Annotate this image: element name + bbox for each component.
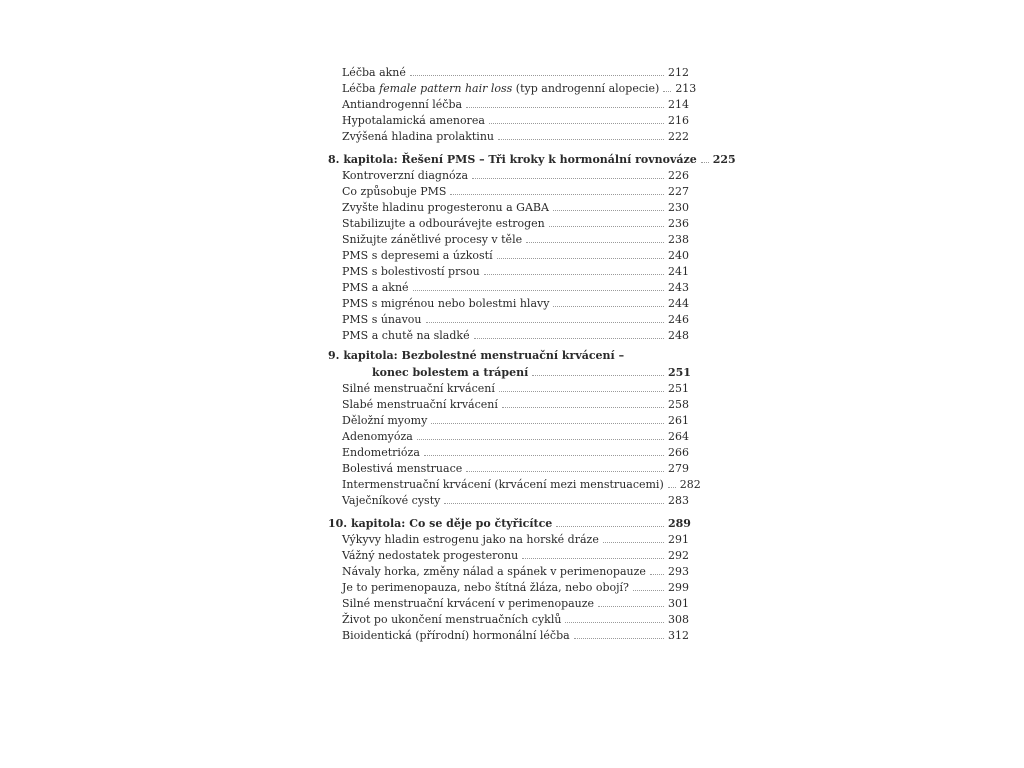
toc-entry — [328, 594, 689, 610]
toc-chapter-8 — [328, 150, 736, 342]
toc-entry-page: 258 — [668, 398, 689, 411]
leader-dots — [450, 194, 664, 195]
toc-entry-page: 301 — [668, 597, 689, 610]
toc-entry-page: 282 — [679, 478, 701, 491]
leader-dots — [413, 290, 664, 291]
chapter-page: 251 — [668, 366, 691, 379]
toc-entry-page: 243 — [668, 281, 689, 294]
toc-entry — [328, 278, 689, 294]
leader-dots — [474, 338, 664, 339]
leader-dots — [431, 423, 664, 424]
toc-entry-page: 279 — [668, 462, 689, 475]
leader-dots — [650, 574, 664, 575]
toc-entry-page: 227 — [668, 185, 689, 198]
toc-entry-title: PMS a akné — [342, 281, 409, 294]
toc-entry — [328, 95, 689, 111]
leader-dots — [424, 455, 664, 456]
leader-dots — [466, 107, 664, 108]
leader-dots — [444, 503, 664, 504]
leader-dots — [549, 226, 664, 227]
toc-entry-title: Silné menstruační krvácení — [342, 382, 495, 395]
leader-dots — [466, 471, 664, 472]
toc-entry — [328, 111, 689, 127]
toc-entry — [328, 198, 689, 214]
toc-entry — [328, 166, 689, 182]
toc-entry-page: 214 — [668, 98, 689, 111]
toc-entry-page: 244 — [668, 297, 689, 310]
toc-entry — [328, 443, 689, 459]
chapter-page: 225 — [712, 153, 736, 166]
leader-dots — [526, 242, 664, 243]
toc-entry-title: Vaječníkové cysty — [342, 494, 441, 507]
toc-entry-page: 299 — [668, 581, 689, 594]
toc-entry-page: 213 — [675, 82, 697, 95]
toc-entry — [328, 214, 689, 230]
toc-entry-page: 266 — [668, 446, 689, 459]
toc-entry — [328, 578, 689, 594]
toc-entry-title: Slabé menstruační krvácení — [342, 398, 498, 411]
toc-entry — [328, 379, 689, 395]
chapter-heading — [328, 514, 691, 530]
toc-entry — [328, 182, 689, 198]
toc-entry-page: 246 — [668, 313, 689, 326]
leader-dots — [663, 91, 671, 92]
leader-dots — [701, 162, 709, 163]
toc-entry — [328, 294, 689, 310]
toc-entry-page: 236 — [668, 217, 689, 230]
toc-entry — [328, 230, 689, 246]
toc-entry-page: 251 — [668, 382, 689, 395]
toc-entry-title: Antiandrogenní léčba — [342, 98, 463, 111]
toc-entry — [328, 530, 689, 546]
toc-entry-page: 230 — [668, 201, 689, 214]
toc-entry — [328, 326, 689, 342]
toc-entry-title: Návaly horka, změny nálad a spánek v perimenopauze — [342, 565, 646, 578]
toc-entry-page: 240 — [668, 249, 689, 262]
toc-entry-title: Život po ukončení menstruačních cyklů — [342, 613, 562, 626]
leader-dots — [489, 123, 664, 124]
toc-entry-title: PMS s bolestivostí prsou — [342, 265, 480, 278]
table-of-contents — [328, 63, 736, 642]
toc-entry-title: Je to perimenopauza, nebo štítná žláza, nebo obojí? — [342, 581, 629, 594]
toc-entry-title: Adenomyóza — [342, 430, 413, 443]
chapter-heading — [328, 150, 736, 166]
toc-entry — [328, 79, 697, 95]
leader-dots — [633, 590, 664, 591]
leader-dots — [574, 638, 664, 639]
toc-entry — [328, 310, 689, 326]
toc-entry-page: 261 — [668, 414, 689, 427]
leader-dots — [532, 375, 664, 376]
toc-entry — [328, 626, 689, 642]
toc-entry-title: Bioidentická (přírodní) hormonální léčba — [342, 629, 570, 642]
toc-entry-title: Kontroverzní diagnóza — [342, 169, 469, 182]
leader-dots — [472, 178, 664, 179]
toc-entry-title: PMS s depresemi a úzkostí — [342, 249, 493, 262]
toc-entry-title: Stabilizujte a odbourávejte estrogen — [342, 217, 545, 230]
toc-entry-page: 308 — [668, 613, 689, 626]
toc-entry-title: Výkyvy hladin estrogenu jako na horské dráze — [342, 533, 599, 546]
toc-entry-page: 312 — [668, 629, 689, 642]
toc-entry-title — [342, 82, 659, 95]
toc-entry — [328, 546, 689, 562]
toc-entry-title: Bolestivá menstruace — [342, 462, 463, 475]
leader-dots — [417, 439, 664, 440]
toc-entry-title: PMS s únavou — [342, 313, 422, 326]
toc-entry — [328, 246, 689, 262]
toc-entry-title: Endometrióza — [342, 446, 420, 459]
chapter-page: 289 — [668, 517, 691, 530]
toc-entry-title: Snižujte zánětlivé procesy v těle — [342, 233, 523, 246]
toc-entry-title: Intermenstruační krvácení (krvácení mezi menstruacemi) — [342, 478, 664, 491]
chapter-title: 10. kapitola: Co se děje po čtyřicítce — [328, 517, 553, 530]
leader-dots — [497, 258, 664, 259]
leader-dots — [668, 487, 676, 488]
leader-dots — [499, 391, 664, 392]
toc-entry-page: 264 — [668, 430, 689, 443]
toc-entry — [328, 491, 689, 507]
toc-entry-title: Silné menstruační krvácení v perimenopauze — [342, 597, 595, 610]
toc-entry — [328, 262, 689, 278]
toc-entry-title-italic: female pattern hair loss — [379, 82, 513, 95]
leader-dots — [603, 542, 664, 543]
toc-entry-title: PMS a chutě na sladké — [342, 329, 470, 342]
leader-dots — [553, 210, 664, 211]
leader-dots — [502, 407, 664, 408]
leader-dots — [426, 322, 665, 323]
leader-dots — [522, 558, 664, 559]
leader-dots — [484, 274, 664, 275]
toc-entry-page: 238 — [668, 233, 689, 246]
toc-entry — [328, 562, 689, 578]
toc-entry-page: 293 — [668, 565, 689, 578]
toc-entry — [328, 475, 701, 491]
chapter-title: 8. kapitola: Řešení PMS – Tři kroky k hormonální rovnováze — [328, 153, 697, 166]
toc-entry — [328, 427, 689, 443]
toc-entry-page: 222 — [668, 130, 689, 143]
toc-entry — [328, 395, 689, 411]
toc-entry-title-part: Léčba — [342, 82, 380, 95]
toc-entry-page: 283 — [668, 494, 689, 507]
leader-dots — [565, 622, 664, 623]
toc-entry-page: 292 — [668, 549, 689, 562]
toc-section-continued — [328, 63, 697, 143]
toc-entry-title: Hypotalamická amenorea — [342, 114, 485, 127]
leader-dots — [598, 606, 664, 607]
leader-dots — [498, 139, 664, 140]
chapter-heading — [328, 363, 691, 379]
toc-entry — [328, 127, 689, 143]
toc-entry — [328, 411, 689, 427]
toc-entry-title-part: (typ androgenní alopecie) — [512, 82, 660, 95]
toc-entry-title: Zvyšte hladinu progesteronu a GABA — [342, 201, 549, 214]
toc-entry-title: PMS s migrénou nebo bolestmi hlavy — [342, 297, 550, 310]
chapter-title-line: 9. kapitola: Bezbolestné menstruační krvácení – — [328, 349, 625, 362]
toc-entry-page: 248 — [668, 329, 689, 342]
leader-dots — [410, 75, 664, 76]
toc-entry-title: Co způsobuje PMS — [342, 185, 447, 198]
toc-entry-title: Zvýšená hladina prolaktinu — [342, 130, 494, 143]
leader-dots — [556, 526, 664, 527]
chapter-title: konec bolestem a trápení — [372, 366, 529, 379]
leader-dots — [553, 306, 664, 307]
toc-entry-title: Vážný nedostatek progesteronu — [342, 549, 519, 562]
toc-entry-page: 216 — [668, 114, 689, 127]
toc-entry-title: Děložní myomy — [342, 414, 428, 427]
toc-chapter-9 — [328, 349, 701, 507]
toc-entry — [328, 63, 689, 79]
toc-entry-page: 212 — [668, 66, 689, 79]
toc-entry-page: 291 — [668, 533, 689, 546]
toc-chapter-10 — [328, 514, 691, 642]
toc-entry-page: 226 — [668, 169, 689, 182]
toc-entry — [328, 610, 689, 626]
toc-entry-page: 241 — [668, 265, 689, 278]
toc-entry — [328, 459, 689, 475]
toc-entry-title: Léčba akné — [342, 66, 406, 79]
